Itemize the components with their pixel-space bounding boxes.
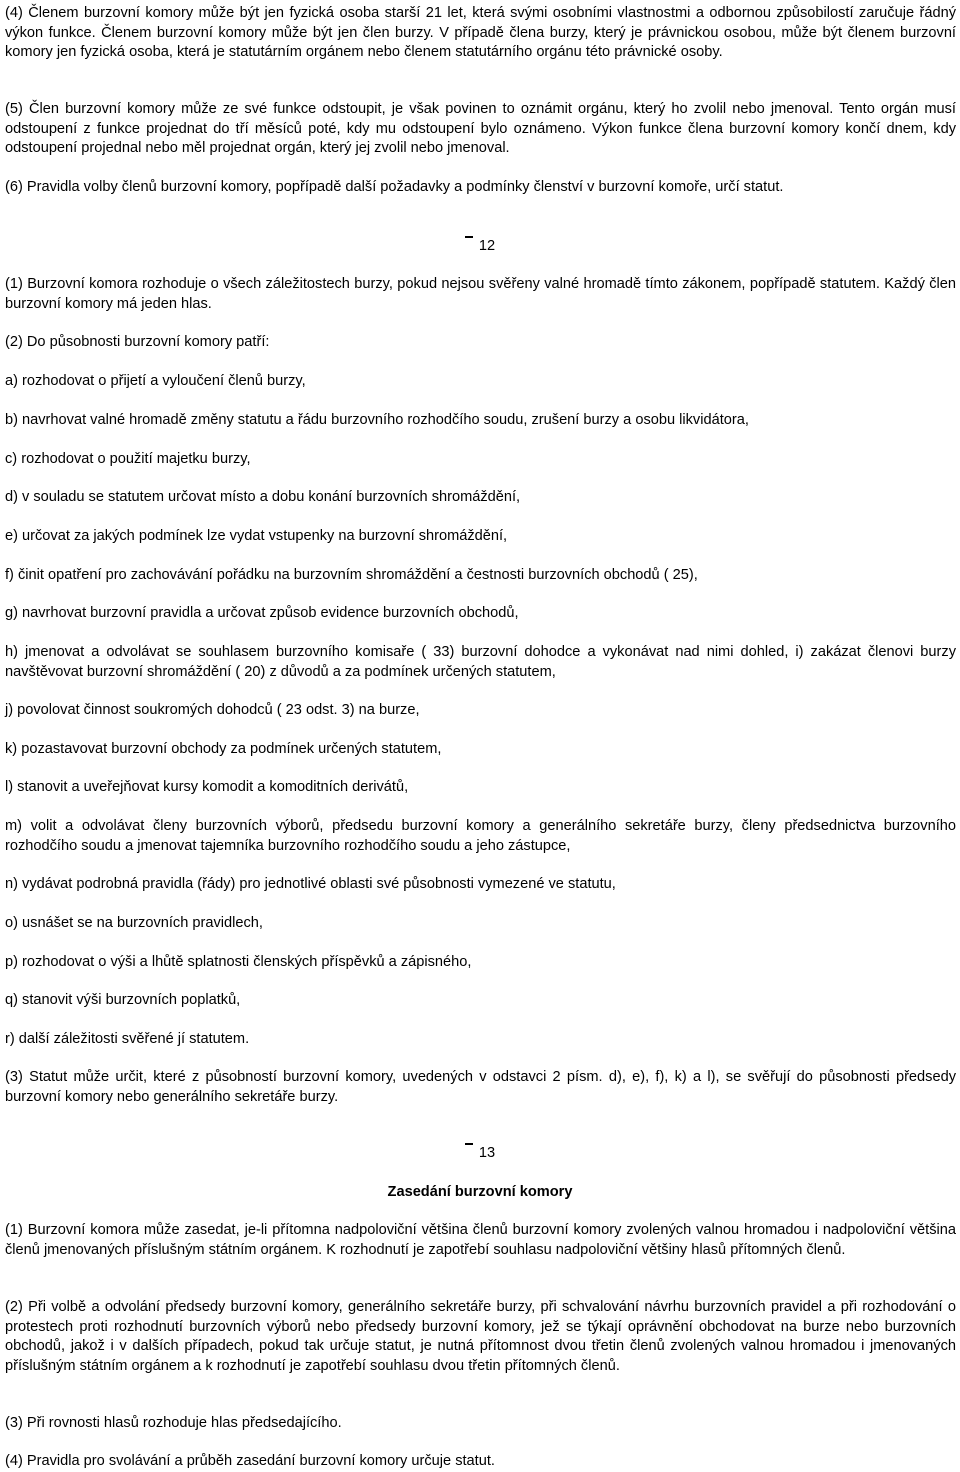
list-item-c: c) rozhodovat o použití majetku burzy,	[5, 451, 251, 467]
section-13-title: Zasedání burzovní komory	[387, 1184, 573, 1200]
list-item-p: p) rozhodovat o výši a lhůtě splatnosti členských příspěvků a zápisného,	[5, 954, 472, 970]
list-item-g: g) navrhovat burzovní pravidla a určovat způsob evidence burzovních obchodů,	[5, 605, 519, 621]
list-item-e: e) určovat za jakých podmínek lze vydat vstupenky na burzovní shromáždění,	[5, 528, 508, 544]
paragraph-12-1: (1) Burzovní komora rozhoduje o všech záležitostech burzy, pokud nejsou svěřeny valné hromadě tímto zákonem, popřípadě statutem. Každý člen burzovní komory má jeden hlas.	[5, 276, 956, 312]
paragraph-11-5: (5) Člen burzovní komory může ze své funkce odstoupit, je však povinen to oznámit orgánu, který ho zvolil nebo jmenoval. Tento orgán musí odstoupení z funkce projednat do tří měsíců poté, kdy mu odstoupení bylo oznámeno. Výkon funkce člena burzovní komory končí dnem, kdy odstoupení projednal nebo měl projednat orgán, který jej zvolil nebo jmenoval.	[5, 101, 956, 157]
paragraph-13-4: (4) Pravidla pro svolávání a průběh zasedání burzovní komory určuje statut.	[5, 1453, 495, 1469]
list-item-q: q) stanovit výši burzovních poplatků,	[5, 992, 241, 1008]
list-item-d: d) v souladu se statutem určovat místo a dobu konání burzovních shromáždění,	[5, 489, 521, 505]
paragraph-13-2: (2) Při volbě a odvolání předsedy burzovní komory, generálního sekretáře burzy, při schvalování návrhu burzovních pravidel a při rozhodování o protestech proti rozhodnutí burzovních výborů nebo předsedy burzovní komory, jež se týkají oprávnění obchodovat na burze nebo burzovních obchodů, jakož i v dalších případech, pokud tak určuje statut, je nutná přítomnost dvou třetin členů zvolených valnou hromadou i jmenovaných příslušným státním orgánem a k rozhodnutí je zapotřebí souhlasu dvou třetin přítomných členů.	[5, 1299, 956, 1374]
list-item-j: j) povolovat činnost soukromých dohodců ( 23 odst. 3) na burze,	[5, 702, 420, 718]
list-item-o: o) usnášet se na burzovních pravidlech,	[5, 915, 263, 931]
list-item-b: b) navrhovat valné hromadě změny statutu a řádu burzovního rozhodčího soudu, zrušení burzy a osobu likvidátora,	[5, 412, 749, 428]
section-13-number: 13	[465, 1144, 495, 1164]
section-12-number: 12	[465, 237, 495, 257]
paragraph-11-6: (6) Pravidla volby členů burzovní komory, popřípadě další požadavky a podmínky členství v burzovní komoře, určí statut.	[5, 179, 784, 195]
paragraph-12-2: (2) Do působnosti burzovní komory patří:	[5, 334, 270, 350]
list-item-l: l) stanovit a uveřejňovat kursy komodit a komoditních derivátů,	[5, 779, 409, 795]
list-item-h: h) jmenovat a odvolávat se souhlasem burzovního komisaře ( 33) burzovní dohodce a vykonávat nad nimi dohled, i) zakázat členovi burzy navštěvovat burzovní shromáždění ( 20) z důvodů a za podmínek určených statutem,	[5, 644, 956, 680]
section-12-heading	[0, 237, 960, 257]
list-item-a: a) rozhodovat o přijetí a vyloučení členů burzy,	[5, 373, 306, 389]
list-item-k: k) pozastavovat burzovní obchody za podmínek určených statutem,	[5, 741, 442, 757]
list-item-n: n) vydávat podrobná pravidla (řády) pro jednotlivé oblasti své působnosti vymezené ve statutu,	[5, 876, 616, 892]
list-item-r: r) další záležitosti svěřené jí statutem.	[5, 1031, 250, 1047]
paragraph-11-4: (4) Členem burzovní komory může být jen fyzická osoba starší 21 let, která svými osobními vlastnostmi a odbornou způsobilostí zaručuje řádný výkon funkce. Členem burzovní komory může být jen člen burzy. V případě člena burzy, který je právnickou osobou, může být členem burzovní komory jen fyzická osoba, která je statutárním orgánem nebo členem statutárního orgánu této právnické osoby.	[5, 5, 956, 61]
paragraph-12-3: (3) Statut může určit, které z působností burzovní komory, uvedených v odstavci 2 písm. d), e), f), k) a l), se svěřují do působnosti předsedy burzovní komory nebo generálního sekretáře burzy.	[5, 1069, 956, 1105]
list-item-m: m) volit a odvolávat členy burzovních výborů, předsedu burzovní komory a generálního sekretáře burzy, členy předsednictva burzovního rozhodčího soudu a jmenovat tajemníka burzovního rozhodčího soudu a jeho zástupce,	[5, 818, 956, 854]
list-item-f: f) činit opatření pro zachovávání pořádku na burzovním shromáždění a čestnosti burzovních obchodů ( 25),	[5, 567, 698, 583]
paragraph-13-1: (1) Burzovní komora může zasedat, je-li přítomna nadpoloviční většina členů burzovní komory zvolených valnou hromadou i nadpoloviční většina členů jmenovaných příslušným státním orgánem. K rozhodnutí je zapotřebí souhlasu nadpoloviční většiny hlasů přítomných členů.	[5, 1222, 956, 1258]
paragraph-13-3: (3) Při rovnosti hlasů rozhoduje hlas předsedajícího.	[5, 1415, 342, 1431]
section-13-heading	[0, 1144, 960, 1164]
